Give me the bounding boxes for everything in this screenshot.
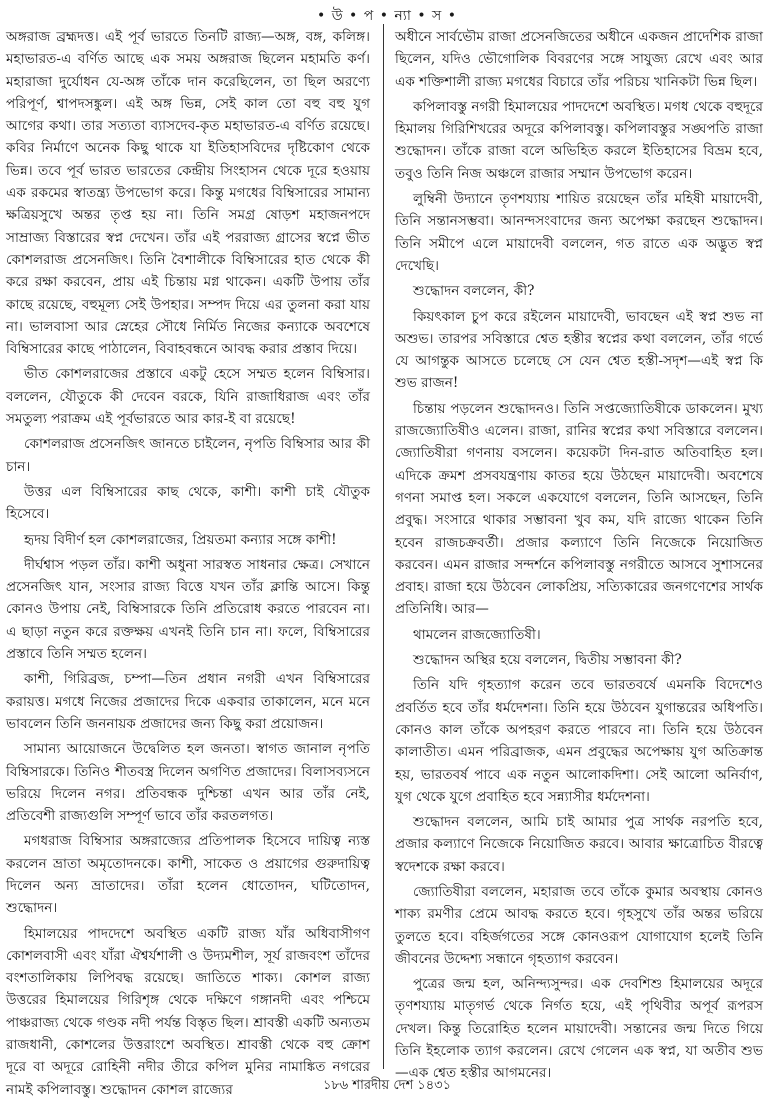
paragraph: শুদ্ধোদন বললেন, আমি চাই আমার পুত্র সার্থক নরপতি হবে, প্রজার কল্যাণে নিজেকে নিয়োজিত করবে। আবার ক্ষাত্রোচিত বীরত্বে স্বদেশকে রক্ষা করবে। <box>395 814 763 875</box>
paragraph: লুম্বিনী উদ্যানে তৃণশয্যায় শায়িত রয়েছেন তাঁর মহিষী মায়াদেবী, তিনি সন্তানসম্ভবা। আনন্দসংবাদের জন্য অপেক্ষা করছেন শুদ্ধোদন। তিনি সমীপে এলে মায়াদেবী বললেন, গত রাতে এক অদ্ভুত স্বপ্ন দেখেছি। <box>395 191 763 274</box>
paragraph: উত্তর এল বিম্বিসারের কাছ থেকে, কাশী। কাশী চাই যৌতুক হিসেবে। <box>6 483 370 523</box>
column-divider <box>383 24 384 1069</box>
paragraph: জ্যোতিষীরা বললেন, মহারাজ তবে তাঁকে কুমার অবস্থায় কোনও শাক্য রমণীর প্রেমে আবদ্ধ করতে হবে। গৃহসুখে তাঁর অন্তর ভরিয়ে তুলতে হবে। বহির্জগতের সঙ্গে কোনওরূপ যোগাযোগ হলেই তিনি জীবনের উদ্দেশ্য সন্ধানে গৃহত্যাগ করবেন। <box>395 883 763 967</box>
right-text-column <box>395 26 763 1082</box>
paragraph: শুদ্ধোদন বললেন, কী? <box>413 283 535 300</box>
paragraph: মগধরাজ বিম্বিসার অঙ্গরাজ্যের প্রতিপালক হিসেবে দায়িত্ব ন্যস্ত করলেন ভ্রাতা অমৃতোদনকে। কাশী, সাকেত ও প্রয়াগের গুরুদায়িত্ব দিলেন অন্য ভ্রাতাদের। তাঁরা হলেন ধোতোদন, ঘটিতোদন, শুদ্ধোদন। <box>6 833 370 917</box>
paragraph: শুদ্ধোদন অস্থির হয়ে বললেন, দ্বিতীয় সম্ভাবনা কী? <box>413 652 682 669</box>
paragraph: থামলেন রাজজ্যোতিষী। <box>413 626 541 643</box>
paragraph: অঙ্গরাজ ব্রহ্মদত্ত। এই পূর্ব ভারতে তিনটি রাজ্য—অঙ্গ, বঙ্গ, কলিঙ্গ। মহাভারত-এ বর্ণিত আছে এক সময় অঙ্গরাজ ছিলেন মহামতি কর্ণ। মহারাজা দুর্যোধন যে-অঙ্গ তাঁকে দান করেছিলেন, তা ছিল অরণ্যে পরিপূর্ণ, শ্বাপদসঙ্কুল। এই অঙ্গ ভিন্ন, সেই কাল তো বহু বহু যুগ আগের কথা। তার সত্যতা ব্যাসদেব-কৃত মহাভারত-এ বর্ণিত রয়েছে। কবির নির্মাণে অনেক কিছু থাকে যা ইতিহাসবিদের দৃষ্টিকোণ থেকে ভিন্ন। তবে পূর্ব ভারত ভারতের কেন্দ্রীয় সিংহাসন থেকে দূরে হওয়ায় এক রকমের স্বাতন্ত্র্য উপভোগ করে। কিন্তু মগধের বিম্বিসারের সামান্য ক্ষত্রিয়সুখে অন্তর তৃপ্ত হয় না। তিনি সমগ্র ষোড়শ মহাজনপদে সাম্রাজ্য বিস্তারের স্বপ্ন দেখেন। তাঁর এই পররাজ্য গ্রাসের স্বপ্নে ভীত কোশলরাজ প্রসেনজিৎ। তিনি বৈশালীকে বিম্বিসারের হাত থেকে কী করে রক্ষা করবেন, প্রায় এই চিন্তায় মগ্ন থাকেন। একটি উপায় তাঁর কাছে রয়েছে, বহুমূল্য সেই উপহার। সম্পদ দিয়ে এর তুলনা করা যায় না। ভালবাসা আর স্নেহের সৌধে নির্মিত নিজের কন্যাকে অবশেষে বিম্বিসারের কাছে পাঠালেন, বিবাহবন্ধনে আবদ্ধ করার প্রস্তাব দিয়ে। <box>6 29 370 358</box>
paragraph: হৃদয় বিদীর্ণ হল কোশলরাজের, প্রিয়তমা কন্যার সঙ্গে কাশী! <box>24 531 337 548</box>
section-header: • উ • প • ন্যা • স • <box>316 8 458 24</box>
paragraph: সামান্য আয়োজনে উদ্বেলিত হল জনতা। স্বাগত জানাল নৃপতি বিম্বিসারকে। তিনিও শীতবস্ত্র দিলেন অগণিত প্রজাদের। বিলাসব্যসনে ভরিয়ে দিলেন নগর। প্রতিবন্ধক দুশ্চিন্তা এখন আর তাঁর নেই, প্রতিবেশী রাজ্যগুলি সম্পূর্ণ ভাবে তাঁর করতলগত। <box>6 741 370 825</box>
paragraph: অধীনে সার্বভৌম রাজা প্রসেনজিতের অধীনে একজন প্রাদেশিক রাজা ছিলেন, যদিও ভৌগোলিক বিবরণের সঙ্গে সাযুজ্য রেখে এবং আর এক শক্তিশালী রাজ্য মগধের বিচারে তাঁর পরিচয় খানিকটা ভিন্ন ছিল। <box>395 29 763 90</box>
paragraph: পুত্রের জন্ম হল, অনিন্দ্যসুন্দর। এক দেবশিশু হিমালয়ের অদূরে তৃণশয্যায় মাতৃগর্ভ থেকে নির্গত হয়ে, এই পৃথিবীর অপূর্ব রূপরস দেখল। কিন্তু তিরোহিত হলেন মায়াদেবী। সন্তানের জন্ম দিতে গিয়ে তিনি ইহলোক ত্যাগ করলেন। রেখে গেলেন এক স্বপ্ন, যা অতীব শুভ—এক শ্বেত হস্তীর আগমনের। <box>395 976 763 1082</box>
left-text-column <box>6 26 370 1098</box>
paragraph: কোশলরাজ প্রসেনজিৎ জানতে চাইলেন, নৃপতি বিম্বিসার আর কী চান। <box>6 436 370 475</box>
paragraph: চিন্তায় পড়লেন শুদ্ধোদনও। তিনি সপ্তজ্যোতিষীকে ডাকলেন। মুখ্য রাজজ্যোতিষীও এলেন। রাজা, রানির স্বপ্নের কথা সবিস্তারে বললেন। জ্যোতিষীরা গণনায় বসলেন। কয়েকটা দিন-রাত অতিবাহিত হল। এদিকে ক্রমশ প্রসবযন্ত্রণায় কাতর হয়ে উঠছেন মায়াদেবী। অবশেষে গণনা সমাপ্ত হল। সকলে একযোগে বললেন, তিনি আসছেন, তিনি প্রবুদ্ধ। সংসারে থাকার সম্ভাবনা খুব কম, যদি রাজ্যে থাকেন তিনি হবেন রাজচক্রবর্তী। প্রজার কল্যাণে তিনি নিজেকে নিয়োজিত করবেন। এমন রাজার সন্দর্শনে কপিলাবস্তু নগরীতে আসবে সুশাসনের প্রবাহ। রাজা হয়ে উঠবেন লোকপ্রিয়, সত্যিকারের জনগণেশের সার্থক প্রতিনিধি। আর— <box>395 400 763 618</box>
paragraph: কিয়ৎকাল চুপ করে রইলেন মায়াদেবী, ভাবছেন এই স্বপ্ন শুভ না অশুভ। তারপর সবিস্তারে শ্বেত হস্তীর স্বপ্নের কথা বললেন, তাঁর গর্ভে যে আগন্তুক আসতে চলেছে সে যেন শ্বেত হস্তী-সদৃশ—এই স্বপ্ন কি শুভ রাজন! <box>395 308 763 392</box>
page-footer: ১৮৬ শারদীয় দেশ ১৪৩১ <box>322 1078 452 1093</box>
paragraph: হিমালয়ের পাদদেশে অবস্থিত একটি রাজ্য যাঁর অধিবাসীগণ কোশলবাসী এবং যাঁরা ঐশ্বর্যশালী ও উদ্যমশীল, সূর্য রাজবংশ তাঁদের বংশতালিকায় লিপিবদ্ধ রয়েছে। জাতিতে শাক্য। কোশল রাজ্য উত্তরের হিমালয়ের গিরিশৃঙ্গ থেকে দক্ষিণে গঙ্গানদী এবং পশ্চিমে পাঞ্চরাজ্য থেকে গণ্ডক নদী পর্যন্ত বিস্তৃত ছিল। শ্রাবস্তী একটি অন্যতম রাজধানী, কোশলের উত্তরাংশে অবস্থিত। শ্রাবস্তী থেকে বহু ক্রোশ দূরে বা অদূরে রোহিনী নদীর তীরে কপিল মুনির নামাঙ্কিত নগরের নামই কপিলাবস্তু। শুদ্ধোদন কোশল রাজ্যের <box>6 925 370 1098</box>
paragraph: কপিলাবস্তু নগরী হিমালয়ের পাদদেশে অবস্থিত। মগধ থেকে বহুদূরে হিমালয় গিরিশিখরের অদূরে কপিলাবস্তু। কপিলাবস্তুর সঙ্ঘপতি রাজা শুদ্ধোদন। তাঁকে রাজা বলে অভিহিত করলে ইতিহাসের বিভ্রম হবে, তবুও তিনি নিজ অঞ্চলে রাজার সম্মান উপভোগ করেন। <box>395 98 763 182</box>
paragraph: তিনি যদি গৃহত্যাগ করেন তবে ভারতবর্ষে এমনকি বিদেশেও প্রবর্তিত হবে তাঁর ধর্মদেশনা। তিনি হয়ে উঠবেন যুগান্তরের অধিপতি। কোনও কাল তাঁকে অপহরণ করতে পারবে না। তিনি হয়ে উঠবেন কালাতীত। এমন পরিব্রাজক, এমন প্রবুদ্ধের অপেক্ষায় যুগ অতিক্রান্ত হয়, ভারতবর্ষ পাবে এক নতুন আলোকদিশা। সেই আলো অনির্বাণ, যুগ থেকে যুগে প্রবাহিত হবে সন্ন্যাসীর ধর্মদেশনা। <box>395 677 763 805</box>
paragraph: দীর্ঘশ্বাস পড়ল তাঁর। কাশী অধুনা সারস্বত সাধনার ক্ষেত্র। সেখানে প্রসেনজিৎ যান, সংসার রাজ্য বিত্তে যখন তাঁর ক্লান্তি আসে। কিন্তু কোনও উপায় নেই, বিম্বিসারকে তিনি প্রতিরোধ করতে পারবেন না। এ ছাড়া নতুন করে রক্তক্ষয় এখনই তিনি চান না। ফলে, বিম্বিসারের প্রস্তাবে তিনি সম্মত হলেন। <box>6 556 370 663</box>
paragraph: ভীত কোশলরাজের প্রস্তাবে একটু হেসে সম্মত হলেন বিম্বিসার। বললেন, যৌতুকে কী দেবেন বরকে, যিনি রাজাধিরাজ এবং তাঁর সমতুল্য পরাক্রম এই পূর্বভারতে আর কার-ই বা রয়েছে! <box>6 366 370 428</box>
paragraph: কাশী, গিরিব্রজ, চম্পা—তিন প্রধান নগরী এখন বিম্বিসারের করায়ত্ত। মগধে নিজের প্রজাদের দিকে একবার তাকালেন, মনে মনে ভাবলেন তিনি জননায়ক প্রজাদের জন্য কিছু করা প্রয়োজন। <box>6 671 370 732</box>
